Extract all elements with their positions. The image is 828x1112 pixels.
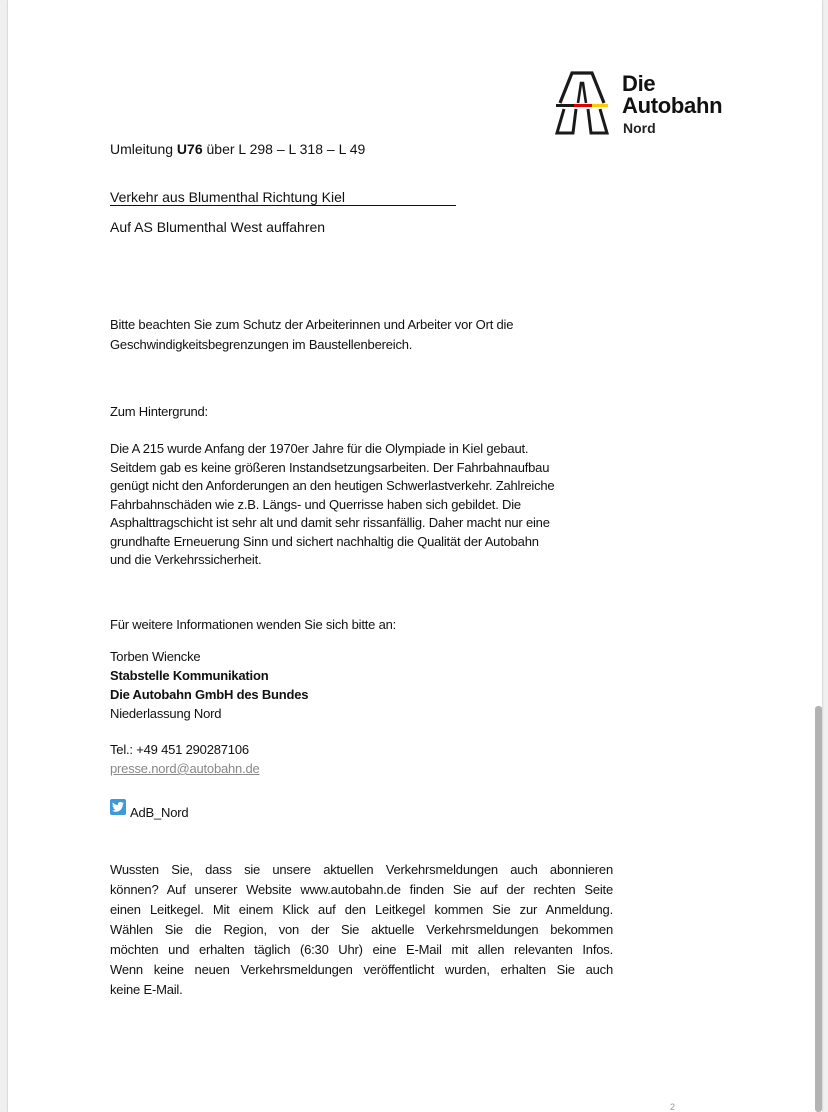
route-code: U76 xyxy=(176,141,203,157)
contact-email-link[interactable]: presse.nord@autobahn.de xyxy=(110,761,260,776)
background-title: Zum Hintergrund: xyxy=(110,404,208,419)
contact-company: Die Autobahn GmbH des Bundes xyxy=(110,687,309,702)
notice-line: Geschwindigkeitsbegrenzungen im Baustellenbereich. xyxy=(110,337,413,352)
contact-name: Torben Wiencke xyxy=(110,649,201,664)
promo-line: Wussten Sie, dass sie unsere aktuellen Verkehrsmeldungen auch abonnieren xyxy=(110,862,613,877)
contact-details xyxy=(110,740,260,778)
contact-intro: Für weitere Informationen wenden Sie sich bitte an: xyxy=(110,617,397,632)
vertical-scrollbar[interactable] xyxy=(815,706,822,1112)
promo-line: können? Auf unserer Website www.autobahn.de finden Sie auf der rechten Seite xyxy=(110,882,613,897)
background-line: Asphalttragschicht ist sehr alt und damit sehr rissanfällig. Daher macht nur eine xyxy=(110,515,550,530)
direction-heading: Verkehr aus Blumenthal Richtung Kiel xyxy=(110,189,456,206)
subscription-paragraph xyxy=(110,860,613,1000)
page-number: 2 xyxy=(670,1102,676,1112)
route-suffix: über L 298 – L 318 – L 49 xyxy=(202,141,366,157)
contact-branch: Niederlassung Nord xyxy=(110,706,222,721)
contact-tel: Tel.: +49 451 290287106 xyxy=(110,742,249,757)
promo-line: möchten und erhalten täglich (6:30 Uhr) eine E-Mail mit allen relevanten Infos. xyxy=(110,942,613,957)
speed-limit-notice xyxy=(110,315,513,355)
detour-route xyxy=(110,141,365,157)
promo-line: Wenn keine neuen Verkehrsmeldungen veröffentlicht wurden, erhalten Sie auch xyxy=(110,962,613,977)
background-paragraph xyxy=(110,440,554,570)
autobahn-road-icon xyxy=(554,71,614,135)
twitter-link[interactable] xyxy=(110,801,189,820)
background-line: Die A 215 wurde Anfang der 1970er Jahre für die Olympiade in Kiel gebaut. xyxy=(110,441,529,456)
background-line: Seitdem gab es keine größeren Instandsetzungsarbeiten. Der Fahrbahnaufbau xyxy=(110,459,550,475)
twitter-handle: AdB_Nord xyxy=(130,804,189,820)
entry-instruction: Auf AS Blumenthal West auffahren xyxy=(110,219,326,235)
notice-line: Bitte beachten Sie zum Schutz der Arbeiterinnen und Arbeiter vor Ort die xyxy=(110,317,514,332)
logo-text-autobahn: Autobahn xyxy=(622,93,723,118)
background-line: grundhafte Erneuerung Sinn und sichert nachhaltig die Qualität der Autobahn xyxy=(110,533,539,549)
logo-text-die: Die xyxy=(622,71,656,96)
contact-block xyxy=(110,647,308,723)
promo-line: einen Leitkegel. Mit einem Klick auf den Leitkegel kommen Sie zur Anmeldung. xyxy=(110,902,613,917)
twitter-icon xyxy=(110,799,126,815)
document-page xyxy=(8,0,822,1112)
promo-line: keine E-Mail. xyxy=(110,982,183,997)
contact-department: Stabstelle Kommunikation xyxy=(110,668,269,683)
autobahn-logo xyxy=(554,71,734,137)
background-line: genügt nicht den Anforderungen an den heutigen Schwerlastverkehr. Zahlreiche xyxy=(110,478,555,493)
logo-text-nord: Nord xyxy=(623,120,656,136)
background-line: Fahrbahnschäden wie z.B. Längs- und Querrisse haben sich gebildet. Die xyxy=(110,496,521,512)
background-line: und die Verkehrssicherheit. xyxy=(110,552,262,567)
route-prefix: Umleitung xyxy=(110,141,177,157)
promo-line: Wählen Sie die Region, von der Sie aktuelle Verkehrsmeldungen bekommen xyxy=(110,922,613,937)
